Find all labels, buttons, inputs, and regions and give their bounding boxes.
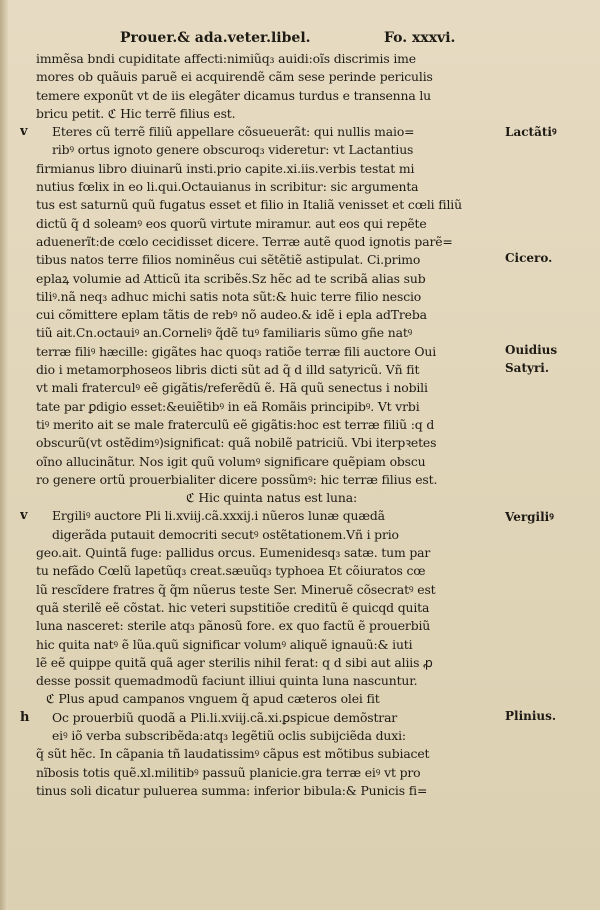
line-text: tinus soli dicatur puluerea summa: inferior bibula:& Punicis fi= bbox=[36, 782, 428, 798]
text-line bbox=[20, 68, 505, 86]
text-line bbox=[20, 196, 505, 214]
initial-letter bbox=[20, 215, 36, 233]
text-line bbox=[20, 87, 505, 105]
initial-letter bbox=[20, 87, 36, 105]
text-line bbox=[20, 50, 505, 68]
text-line bbox=[20, 398, 505, 416]
line-text: quã sterilẽ eẽ cõstat. hic veteri supstitiõe creditũ ẽ quicqd quita bbox=[36, 599, 430, 615]
initial-letter bbox=[20, 562, 36, 580]
initial-letter bbox=[20, 270, 36, 288]
text-line bbox=[20, 178, 505, 196]
text-line bbox=[20, 306, 505, 324]
line-text: lũ rescĩdere fratres q̃ q̃m nũerus teste Ser. Mineruẽ cõsecratꝰ est bbox=[36, 581, 436, 597]
initial-letter: h bbox=[20, 709, 30, 725]
initial-letter: v bbox=[20, 508, 28, 524]
text-line bbox=[20, 690, 505, 708]
page-spine-shadow bbox=[0, 0, 8, 910]
text-line bbox=[20, 507, 505, 525]
text-line bbox=[20, 782, 505, 800]
initial-letter bbox=[20, 233, 36, 251]
line-text: dictũ q̃ d soleamꝰ eos quorũ virtute miramur. aut eos qui repẽte bbox=[36, 215, 427, 231]
text-line bbox=[20, 526, 505, 544]
line-text: luna nasceret: sterile atq₃ pãnosũ fore. ex quo factũ ẽ prouerbiũ bbox=[36, 618, 431, 634]
text-line bbox=[20, 324, 505, 342]
text-line bbox=[20, 105, 505, 123]
initial-letter bbox=[20, 141, 36, 159]
line-text: tiũ ait.Cn.octauiꝰ an.Corneliꝰ q̃dẽ tuꝰ familiaris sũmo gñe natꝰ bbox=[36, 325, 413, 341]
text-line bbox=[20, 361, 505, 379]
initial-letter bbox=[20, 379, 36, 397]
text-line bbox=[20, 434, 505, 452]
line-text: eiꝰ iõ verba subscribẽda:atq₃ legẽtiũ oclis subijciẽda duxi: bbox=[52, 727, 406, 743]
text-line bbox=[20, 251, 505, 269]
text-line bbox=[20, 617, 505, 635]
line-text: Oc prouerbiũ quodã a Pli.li.xviij.cã.xi.ꝑspicue demõstrar bbox=[52, 709, 398, 725]
text-line bbox=[20, 233, 505, 251]
page-header bbox=[120, 30, 500, 50]
initial-letter bbox=[20, 416, 36, 434]
text-line bbox=[20, 544, 505, 562]
text-line bbox=[20, 343, 505, 361]
initial-letter bbox=[20, 361, 36, 379]
text-line bbox=[20, 581, 505, 599]
line-text: oĩno allucinãtur. Nos igit quũ volumꝰ significare quẽpiam obscu bbox=[36, 453, 426, 469]
initial-letter bbox=[20, 306, 36, 324]
initial-letter bbox=[20, 50, 36, 68]
line-text: digerãda putauit democriti secutꝰ ostẽtationem.Vñ i prio bbox=[52, 526, 399, 542]
text-line bbox=[20, 745, 505, 763]
initial-letter bbox=[20, 398, 36, 416]
folio-number: Fo. xxxvi. bbox=[384, 30, 456, 46]
initial-letter bbox=[20, 672, 36, 690]
line-text: vt mali fraterculꝰ eẽ gigãtis/referẽdũ ẽ. Hã quũ senectus i nobili bbox=[36, 380, 428, 396]
line-text: eplaꝝ volumie ad Atticũ ita scribẽs.Sz hẽc ad te scribã alias sub bbox=[36, 270, 426, 286]
margin-note: Lactãtiꝰ bbox=[505, 125, 557, 140]
line-text: tiliꝰ.nã neq₃ adhuc michi satis nota sũt:& huic terre filio nescio bbox=[36, 288, 422, 304]
text-line bbox=[20, 709, 505, 727]
line-text: Eteres cũ terrẽ filiũ appellare cõsueuerãt: qui nullis maio= bbox=[52, 124, 415, 140]
line-text: hic quita natꝰ ẽ lũa.quũ significar volumꝰ aliquẽ ignauũ:& iuti bbox=[36, 636, 413, 652]
line-text: aduenerĩt:de cœlo cecidisset dicere. Terræ autẽ quod ignotis parẽ= bbox=[36, 233, 453, 249]
initial-letter bbox=[20, 636, 36, 654]
initial-letter bbox=[20, 288, 36, 306]
line-text: immẽsa bndi cupiditate affecti:nimiũq₃ auidi:oĩs discrimis ime bbox=[36, 51, 416, 66]
text-line bbox=[20, 288, 505, 306]
initial-letter bbox=[20, 690, 36, 708]
line-text: ℭ Plus apud campanos vnguem q̃ apud cæteros olei fit bbox=[46, 691, 380, 707]
initial-letter bbox=[20, 68, 36, 86]
line-text: Ergiliꝰ auctore Pli li.xviij.cã.xxxij.i nũeros lunæ quædã bbox=[52, 508, 385, 524]
line-text: bricu petit. ℭ Hic terrẽ filius est. bbox=[36, 105, 236, 121]
initial-letter bbox=[20, 343, 36, 361]
margin-note: Cicero. bbox=[505, 251, 553, 266]
initial-letter: v bbox=[20, 124, 28, 140]
text-line bbox=[20, 416, 505, 434]
text-line bbox=[20, 160, 505, 178]
initial-letter bbox=[20, 599, 36, 617]
line-text: temere exponũt vt de iis elegãter dicamus turdus e transenna lu bbox=[36, 87, 431, 103]
initial-letter bbox=[20, 764, 36, 782]
margin-note: Plinius. bbox=[505, 708, 557, 723]
text-line bbox=[20, 636, 505, 654]
line-text: q̃ sũt hẽc. In cãpania tñ laudatissimꝰ cãpus est mõtibus subiacet bbox=[36, 746, 430, 762]
line-text: desse possit quemadmodũ faciunt illiui quinta luna nascuntur. bbox=[36, 673, 418, 689]
initial-letter bbox=[20, 727, 36, 745]
text-line bbox=[20, 489, 505, 507]
line-text: tus est saturnũ quũ fugatus esset et filio in Italiã venisset et cœli filiũ bbox=[36, 197, 462, 213]
line-text: ro genere ortũ prouerbialiter dicere possũmꝰ: hic terræ filius est. bbox=[36, 471, 438, 487]
running-title: Prouer.& ada.veter.libel. bbox=[120, 30, 311, 46]
initial-letter bbox=[20, 745, 36, 763]
initial-letter bbox=[20, 178, 36, 196]
initial-letter bbox=[20, 544, 36, 562]
margin-note: Vergiliꝰ bbox=[505, 509, 554, 524]
line-text: nĩbosis totis quẽ.xl.militibꝰ passuũ planicie.gra terræ eiꝰ vt pro bbox=[36, 764, 421, 780]
text-line bbox=[20, 599, 505, 617]
initial-letter bbox=[20, 434, 36, 452]
line-text: obscurũ(vt ostẽdimꝰ)significat: quã nobilẽ patriciũ. Vbi iterpꝛetes bbox=[36, 435, 437, 451]
text-block bbox=[20, 50, 505, 800]
line-text: nutius fœlix in eo li.qui.Octauianus in scribitur: sic argumenta bbox=[36, 179, 419, 195]
initial-letter bbox=[20, 581, 36, 599]
initial-letter bbox=[20, 471, 36, 489]
line-text: terræ filiꝰ hæcille: gigãtes hac quoq₃ ratiõe terræ fili auctore Oui bbox=[36, 343, 437, 359]
text-line bbox=[20, 764, 505, 782]
initial-letter bbox=[20, 160, 36, 178]
text-line bbox=[20, 562, 505, 580]
line-text: ℭ Hic quinta natus est luna: bbox=[186, 490, 357, 506]
initial-letter bbox=[20, 196, 36, 214]
line-text: tate par ꝑdigio esset:&euiẽtibꝰ in eã Romãis principibꝰ. Vt vrbi bbox=[36, 398, 420, 414]
initial-letter bbox=[20, 251, 36, 269]
line-text: ribꝰ ortus ignoto genere obscuroq₃ videretur: vt Lactantius bbox=[52, 142, 414, 158]
line-text: dio i metamorphoseos libris dicti sũt ad q̃ d illd satyricũ. Vñ fit bbox=[36, 362, 420, 378]
line-text: mores ob quãuis paruẽ ei acquirendẽ cãm sese perinde periculis bbox=[36, 69, 433, 85]
text-line bbox=[20, 471, 505, 489]
text-line bbox=[20, 215, 505, 233]
line-text: cui cõmittere eplam tãtis de rebꝰ nõ audeo.& idẽ i epla adTreba bbox=[36, 307, 427, 323]
line-text: tibus natos terre filios nominẽus cui sẽtẽtiẽ astipulat. Ci.primo bbox=[36, 252, 421, 268]
line-text: geo.ait. Quintã fuge: pallidus orcus. Eumenidesq₃ satæ. tum par bbox=[36, 545, 431, 561]
line-text: tu nefãdo Cœlũ lapetũq₃ creat.sæuũq₃ typhoea Et cõiuratos cœ bbox=[36, 563, 426, 579]
line-text: lẽ eẽ quippe quitã quã ager sterilis nihil ferat: q d sibi aut aliis ꝓ bbox=[36, 654, 433, 670]
initial-letter bbox=[20, 489, 36, 507]
margin-note: Ouidius bbox=[505, 342, 558, 357]
text-line bbox=[20, 672, 505, 690]
initial-letter bbox=[20, 324, 36, 342]
text-line bbox=[20, 270, 505, 288]
line-text: firmianus libro diuinarũ insti.prio capite.xi.iis.verbis testat mi bbox=[36, 160, 415, 176]
initial-letter bbox=[20, 782, 36, 800]
text-line bbox=[20, 123, 505, 141]
text-line bbox=[20, 654, 505, 672]
text-line bbox=[20, 453, 505, 471]
initial-letter bbox=[20, 654, 36, 672]
initial-letter bbox=[20, 105, 36, 123]
margin-note: Satyri. bbox=[505, 361, 550, 376]
initial-letter bbox=[20, 617, 36, 635]
line-text: tiꝰ merito ait se male fraterculũ eẽ gigãtis:hoc est terræ filiũ :q d bbox=[36, 416, 435, 432]
text-line bbox=[20, 379, 505, 397]
text-line bbox=[20, 727, 505, 745]
initial-letter bbox=[20, 453, 36, 471]
text-line bbox=[20, 141, 505, 159]
initial-letter bbox=[20, 526, 36, 544]
